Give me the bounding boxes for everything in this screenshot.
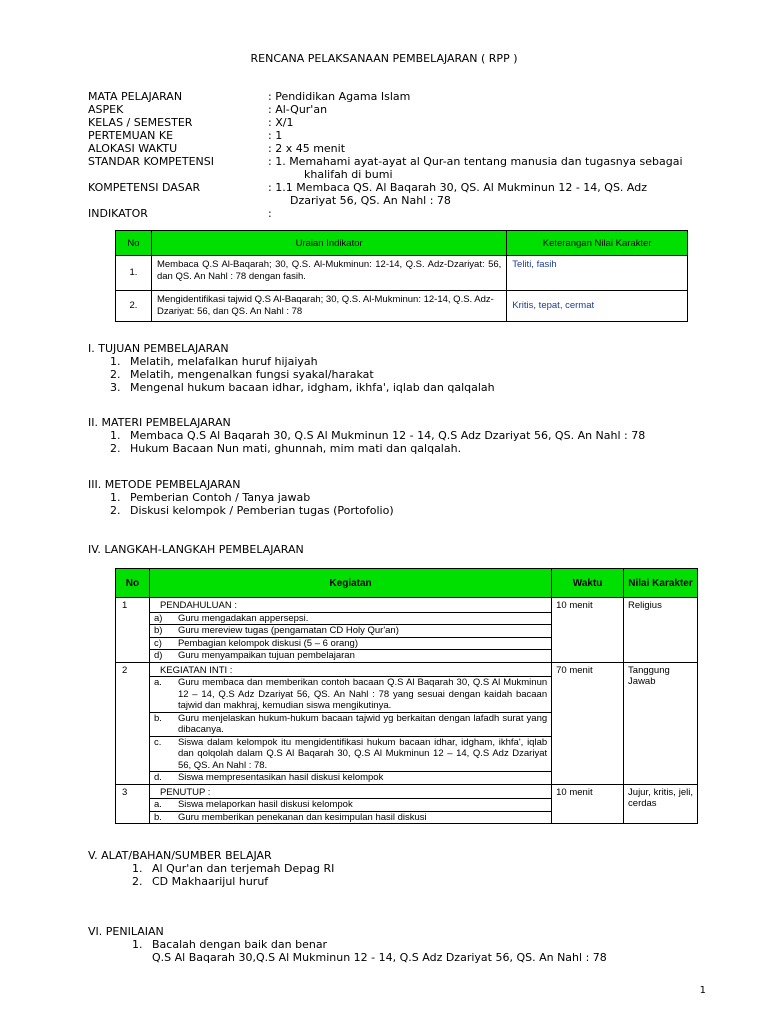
list-text: Q.S Al Baqarah 30,Q.S Al Mukminun 12 - 14, Q.S Adz Dzariyat 56, QS. An Nahl : 78 bbox=[152, 951, 607, 964]
meta-value bbox=[268, 129, 696, 142]
col-header-no: No bbox=[116, 569, 150, 598]
row-uraian: Mengidentifikasi tajwid Q.S Al-Baqarah; 30, Q.S. Al-Mukminun: 12-14, Q.S. Adz-Dzariyat: 56, dan QS. An Nahl : 78 bbox=[151, 291, 506, 322]
meta-value-text: : X/1 bbox=[268, 116, 294, 129]
meta-row bbox=[88, 116, 708, 129]
row-nilai: Tanggung Jawab bbox=[624, 662, 698, 784]
list-item bbox=[132, 875, 730, 888]
meta-row bbox=[88, 155, 708, 181]
kegiatan-item bbox=[150, 624, 551, 637]
table-row bbox=[116, 784, 698, 824]
meta-value bbox=[268, 155, 696, 181]
meta-value bbox=[268, 116, 696, 129]
kegiatan-item bbox=[150, 771, 551, 784]
kegiatan-heading: KEGIATAN INTI : bbox=[159, 664, 233, 676]
meta-value-text: : 1 bbox=[268, 129, 283, 142]
list-text: Melatih, melafalkan huruf hijaiyah bbox=[130, 355, 318, 368]
table-row bbox=[116, 291, 688, 322]
kegiatan-item-text: Guru menjelaskan hukum-hukum bacaan tajwid yg berkaitan dengan lafadh surat yang dibacanya. bbox=[177, 712, 548, 735]
list-item bbox=[110, 442, 708, 455]
meta-value-text: : 1. Memahami ayat-ayat al Qur-an tentang manusia dan tugasnya sebagai bbox=[268, 155, 683, 168]
section-heading: IV. LANGKAH-LANGKAH PEMBELAJARAN bbox=[88, 543, 304, 556]
meta-value-text: : bbox=[268, 207, 272, 220]
list-item bbox=[132, 951, 730, 964]
list-number: 2. bbox=[110, 368, 121, 381]
table-row bbox=[116, 662, 698, 784]
kegiatan-item-text: Guru membaca dan memberikan contoh bacaan Q.S Al Baqarah 30, Q.S Al Mukminun 12 – 14, Q.S Adz Dzariyat 56, QS. An Nahl : 78 yang sesuai dengan kaidah bacaan tajwid dan makhraj, kemudian siswa mengikutinya. bbox=[177, 677, 548, 711]
meta-value-continued: khalifah di bumi bbox=[304, 168, 393, 181]
kegiatan-item-letter: c) bbox=[153, 637, 162, 649]
kegiatan-item-text: Guru mengadakan appersepsi. bbox=[177, 612, 309, 624]
kegiatan-item-text: Guru mereview tugas (pengamatan CD Holy Qur'an) bbox=[177, 625, 399, 636]
row-waktu: 70 menit bbox=[552, 662, 624, 784]
row-kegiatan bbox=[149, 598, 551, 663]
list-text: Mengenal hukum bacaan idhar, idgham, ikhfa', iqlab dan qalqalah bbox=[130, 381, 495, 394]
kegiatan-item bbox=[150, 736, 551, 772]
kegiatan-item-letter: a) bbox=[153, 612, 163, 624]
col-header-nilai: Nilai Karakter bbox=[624, 569, 698, 598]
kegiatan-item bbox=[150, 637, 551, 650]
meta-row bbox=[88, 207, 708, 220]
row-no: 2 bbox=[116, 662, 150, 784]
list-text: Al Qur'an dan terjemah Depag RI bbox=[152, 862, 335, 875]
list-number: 3. bbox=[110, 381, 121, 394]
tujuan-list bbox=[110, 355, 708, 394]
meta-value-text: : 2 x 45 menit bbox=[268, 142, 346, 155]
list-number: 1. bbox=[110, 355, 121, 368]
list-item bbox=[132, 862, 730, 875]
list-number: 1. bbox=[132, 862, 143, 875]
kegiatan-item-text: Guru memberikan penekanan dan kesimpulan hasil diskusi bbox=[177, 811, 427, 823]
list-number: 2. bbox=[110, 504, 121, 517]
langkah-table bbox=[115, 568, 698, 824]
kegiatan-item bbox=[150, 612, 551, 625]
meta-value bbox=[268, 90, 696, 103]
indikator-table bbox=[115, 230, 688, 322]
col-header-kegiatan: Kegiatan bbox=[149, 569, 551, 598]
section-heading: III. METODE PEMBELAJARAN bbox=[88, 478, 241, 491]
list-number: 2. bbox=[132, 875, 143, 888]
meta-row bbox=[88, 90, 708, 103]
kegiatan-item-letter: a. bbox=[153, 677, 162, 688]
meta-label: ALOKASI WAKTU bbox=[88, 142, 178, 155]
meta-row bbox=[88, 142, 708, 155]
row-kegiatan bbox=[149, 784, 551, 824]
kegiatan-item-text: Guru menyampaikan tujuan pembelajaran bbox=[177, 650, 355, 661]
list-text: Pemberian Contoh / Tanya jawab bbox=[130, 491, 311, 504]
meta-label: STANDAR KOMPETENSI bbox=[88, 155, 215, 168]
list-item bbox=[132, 938, 730, 951]
list-text: Membaca Q.S Al Baqarah 30, Q.S Al Mukminun 12 - 14, Q.S Adz Dzariyat 56, QS. An Nahl : 78 bbox=[130, 429, 646, 442]
kegiatan-item-letter: c. bbox=[153, 736, 162, 748]
col-header-waktu: Waktu bbox=[552, 569, 624, 598]
row-kegiatan bbox=[149, 662, 551, 784]
meta-row bbox=[88, 129, 708, 142]
meta-label: KELAS / SEMESTER bbox=[88, 116, 193, 129]
meta-row bbox=[88, 103, 708, 116]
row-nilai: Jujur, kritis, jeli, cerdas bbox=[624, 784, 698, 824]
list-item bbox=[110, 355, 708, 368]
meta-value bbox=[268, 142, 696, 155]
row-waktu: 10 menit bbox=[552, 784, 624, 824]
row-nilai: Kritis, tepat, cermat bbox=[507, 291, 688, 322]
kegiatan-item bbox=[150, 676, 551, 712]
kegiatan-item-letter: b) bbox=[153, 625, 163, 636]
kegiatan-item-letter: d) bbox=[153, 650, 163, 661]
list-item bbox=[110, 491, 708, 504]
section-heading: V. ALAT/BAHAN/SUMBER BELAJAR bbox=[88, 849, 272, 862]
meta-label: MATA PELAJARAN bbox=[88, 90, 183, 103]
section-heading: VI. PENILAIAN bbox=[88, 925, 164, 938]
kegiatan-item bbox=[150, 712, 551, 736]
list-text: CD Makhaarijul huruf bbox=[152, 875, 269, 888]
list-text: Diskusi kelompok / Pemberian tugas (Portofolio) bbox=[130, 504, 394, 517]
page-number: 1 bbox=[699, 985, 706, 996]
kegiatan-item bbox=[150, 811, 551, 824]
meta-value-text: : 1.1 Membaca QS. Al Baqarah 30, QS. Al Mukminun 12 - 14, QS. Adz bbox=[268, 181, 648, 194]
list-item bbox=[110, 381, 708, 394]
kegiatan-item-letter: b. bbox=[153, 811, 162, 823]
meta-value-text: : Al-Qur'an bbox=[268, 103, 328, 116]
kegiatan-item-text: Pembagian kelompok diskusi (5 – 6 orang) bbox=[177, 637, 359, 649]
list-number: 1. bbox=[110, 429, 121, 442]
metode-list bbox=[110, 491, 708, 517]
row-no: 1. bbox=[116, 256, 152, 291]
list-item bbox=[110, 368, 708, 381]
kegiatan-item-text: Siswa dalam kelompok itu mengidentifikasi hukum bacaan idhar, idgham, ikhfa', iqlab dan qolqolah dalam Q.S Al Baqarah 30, Q.S Al Mukminun 12 – 14, Q.S Adz Dzariyat 56, QS. An Nahl : 78. bbox=[177, 736, 548, 771]
list-text: Melatih, mengenalkan fungsi syakal/harakat bbox=[130, 368, 374, 381]
list-number: 2. bbox=[110, 442, 121, 455]
kegiatan-heading: PENUTUP : bbox=[159, 786, 211, 798]
list-text: Hukum Bacaan Nun mati, ghunnah, mim mati dan qalqalah. bbox=[130, 442, 462, 455]
row-nilai: Religius bbox=[624, 598, 698, 663]
table-row bbox=[116, 598, 698, 663]
table-row bbox=[116, 256, 688, 291]
row-no: 2. bbox=[116, 291, 152, 322]
section-heading: II. MATERI PEMBELAJARAN bbox=[88, 416, 231, 429]
meta-label: ASPEK bbox=[88, 103, 124, 116]
row-no: 1 bbox=[116, 598, 150, 663]
meta-value-continued: Dzariyat 56, QS. An Nahl : 78 bbox=[290, 194, 451, 207]
materi-list bbox=[110, 429, 708, 455]
meta-value-text: : Pendidikan Agama Islam bbox=[268, 90, 411, 103]
kegiatan-heading: PENDAHULUAN : bbox=[159, 600, 238, 611]
kegiatan-item-letter: b. bbox=[153, 712, 162, 724]
list-item bbox=[110, 429, 708, 442]
kegiatan-item-text: Siswa mempresentasikan hasil diskusi kelompok bbox=[177, 772, 384, 783]
section-heading: I. TUJUAN PEMBELAJARAN bbox=[88, 342, 229, 355]
col-header-uraian: Uraian Indikator bbox=[151, 231, 506, 256]
row-nilai: Teliti, fasih bbox=[507, 256, 688, 291]
kegiatan-item-letter: d. bbox=[153, 772, 162, 783]
document-title: RENCANA PELAKSANAAN PEMBELAJARAN ( RPP ) bbox=[250, 52, 518, 65]
meta-row bbox=[88, 181, 708, 207]
meta-label: PERTEMUAN KE bbox=[88, 129, 174, 142]
row-uraian: Membaca Q.S Al-Baqarah; 30, Q.S. Al-Mukminun: 12-14, Q.S. Adz-Dzariyat: 56, dan QS. An Nahl : 78 dengan fasih. bbox=[151, 256, 506, 291]
kegiatan-item-letter: a. bbox=[153, 799, 162, 810]
penilaian-list bbox=[132, 938, 730, 964]
kegiatan-item bbox=[150, 798, 551, 811]
kegiatan-item-text: Siswa melaporkan hasil diskusi kelompok bbox=[177, 799, 353, 810]
meta-label: INDIKATOR bbox=[88, 207, 148, 220]
col-header-keterangan: Keterangan Nilai Karakter bbox=[507, 231, 688, 256]
col-header-no: No bbox=[116, 231, 152, 256]
row-waktu: 10 menit bbox=[552, 598, 624, 663]
list-number: 1. bbox=[132, 938, 143, 951]
meta-value bbox=[268, 207, 696, 220]
kegiatan-item bbox=[150, 649, 551, 662]
list-number: 1. bbox=[110, 491, 121, 504]
meta-value bbox=[268, 103, 696, 116]
row-no: 3 bbox=[116, 784, 150, 824]
list-text: Bacalah dengan baik dan benar bbox=[152, 938, 328, 951]
alat-list bbox=[132, 862, 730, 888]
meta-label: KOMPETENSI DASAR bbox=[88, 181, 201, 194]
meta-value bbox=[268, 181, 696, 207]
list-item bbox=[110, 504, 708, 517]
